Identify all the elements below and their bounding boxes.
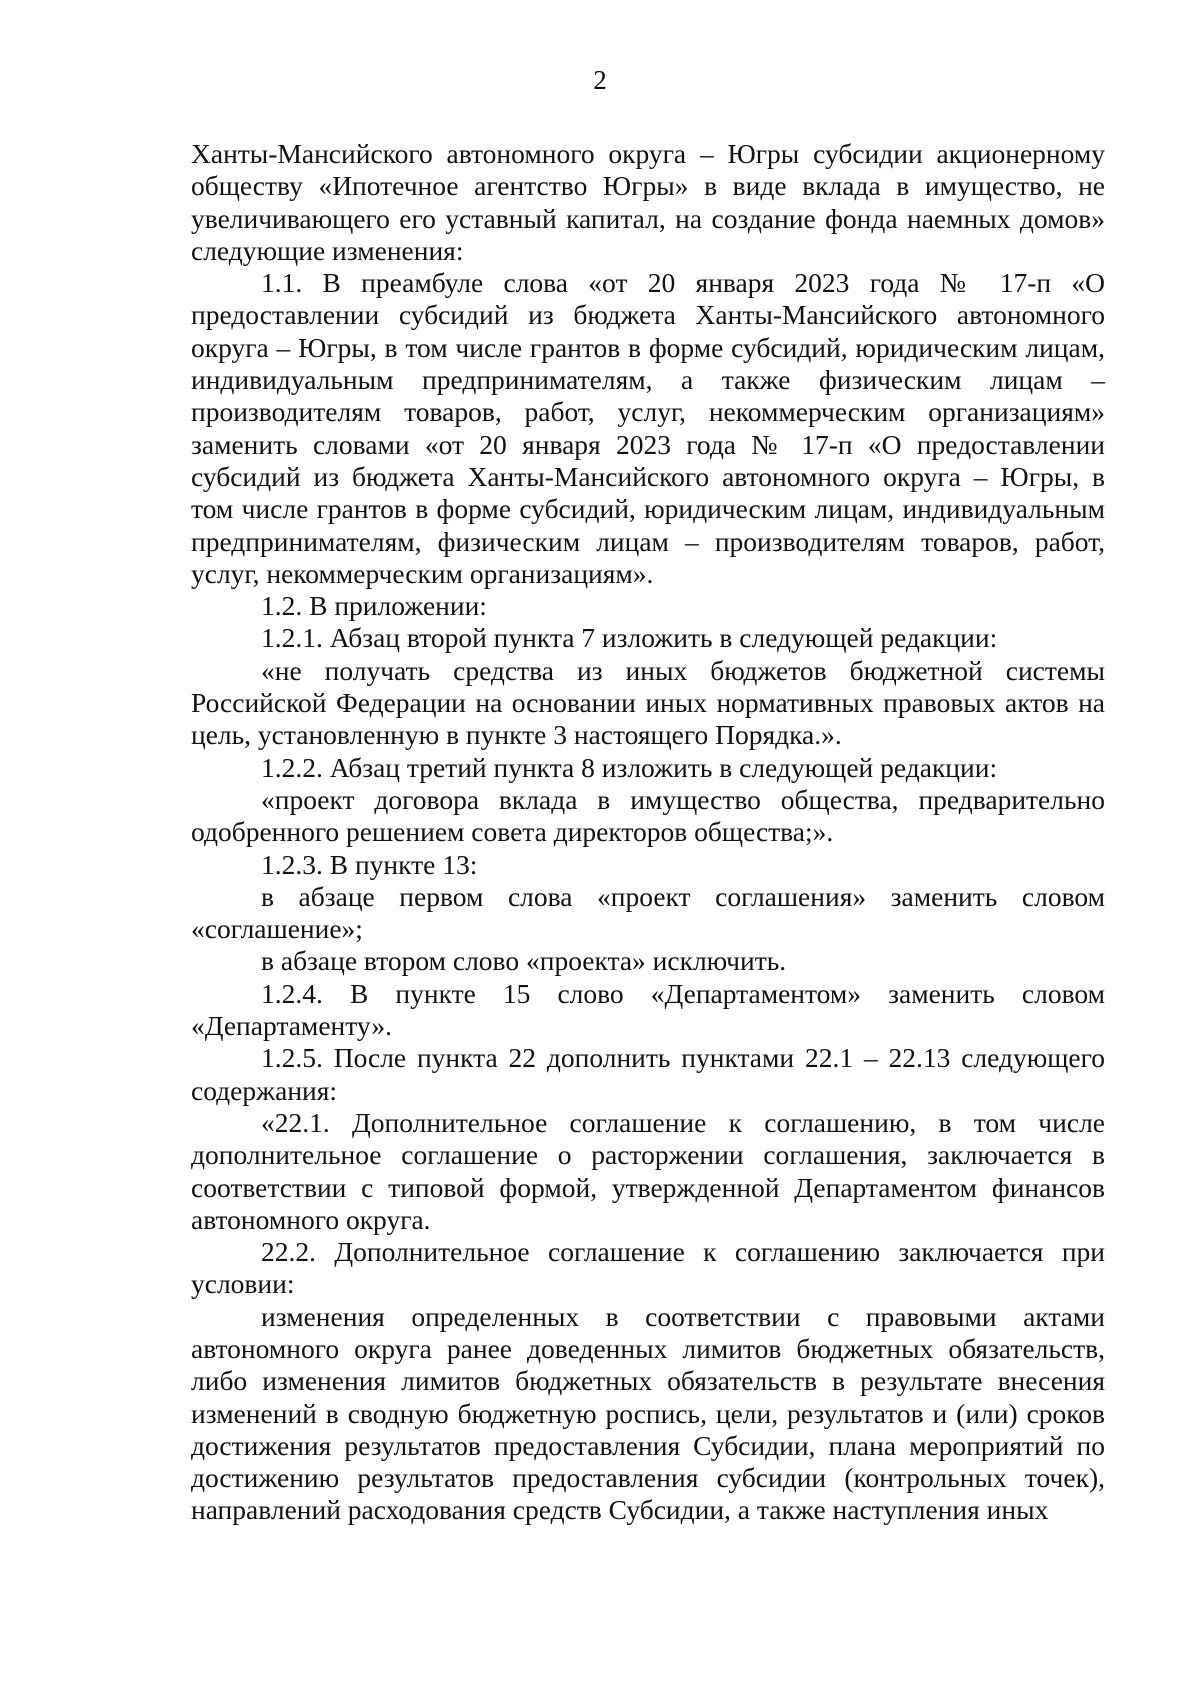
paragraph-1-2-3: 1.2.3. В пункте 13: bbox=[261, 848, 478, 880]
paragraph-1-2-4: 1.2.4. В пункте 15 слово «Департаментом» заменить словом «Департаменту». bbox=[191, 977, 1105, 1042]
page-number: 2 bbox=[593, 65, 607, 95]
paragraph-item-13-second: в абзаце втором слово «проекта» исключить. bbox=[261, 945, 787, 977]
paragraph-1-2-5: 1.2.5. После пункта 22 дополнить пунктами 22.1 – 22.13 следующего содержания: bbox=[191, 1042, 1105, 1106]
paragraph-1-2-2: 1.2.2. Абзац третий пункта 8 изложить в следующей редакции: bbox=[261, 751, 998, 783]
paragraph-22-1: «22.1. Дополнительное соглашение к соглашению, в том числе дополнительное соглашение о расторжении соглашения, заключается в соответствии с типовой формой, утвержденной Департаментом финансов автономного округа. bbox=[191, 1106, 1105, 1235]
paragraph-continuation: Ханты-Мансийского автономного округа – Югры субсидии акционерному обществу «Ипотечное агентство Югры» в виде вклада в имущество, не увеличивающего его уставный капитал, на создание фонда наемных домов» следующие изменения: bbox=[191, 138, 1105, 266]
paragraph-22-2: 22.2. Дополнительное соглашение к соглашению заключается при условии: bbox=[191, 1236, 1105, 1300]
paragraph-item-13-first: в абзаце первом слова «проект соглашения» заменить словом «соглашение»; bbox=[191, 880, 1105, 945]
paragraph-22-2-conditions: изменения определенных в соответствии с правовыми актами автономного округа ранее доведенных лимитов бюджетных обязательств, либо изменения лимитов бюджетных обязательств в результате внесения изменений в сводную бюджетную роспись, цели, результатов и (или) сроков достижения результатов предоставления Субсидии, плана мероприятий по достижению результатов предоставления субсидии (контрольных точек), направлений расходования средств Субсидии, а также наступления иных bbox=[191, 1300, 1105, 1526]
paragraph-1-1: 1.1. В преамбуле слова «от 20 января 2023 года № 17-п «О предоставлении субсидий из бюджета Ханты-Мансийского автономного округа – Югры, в том числе грантов в форме субсидий, юридическим лицам, индивидуальным предпринимателям, а также физическим лицам – производителям товаров, работ, услуг, некоммерческим организациям» заменить словами «от 20 января 2023 года № 17-п «О предоставлении субсидий из бюджета Ханты-Мансийского автономного округа – Югры, в том числе грантов в форме субсидий, юридическим лицам, индивидуальным предпринимателям, физическим лицам – производителям товаров, работ, услуг, некоммерческим организациям». bbox=[191, 267, 1105, 589]
paragraph-quote-item-7: «не получать средства из иных бюджетов бюджетной системы Российской Федерации на основании иных нормативных правовых актов на цель, установленную в пункте 3 настоящего Порядка.». bbox=[191, 654, 1105, 751]
document-body bbox=[191, 138, 1105, 1527]
paragraph-1-2: 1.2. В приложении: bbox=[261, 590, 487, 622]
paragraph-quote-item-8: «проект договора вклада в имущество общества, предварительно одобренного решением совета директоров общества;». bbox=[191, 783, 1105, 848]
paragraph-1-2-1: 1.2.1. Абзац второй пункта 7 изложить в следующей редакции: bbox=[261, 622, 998, 654]
